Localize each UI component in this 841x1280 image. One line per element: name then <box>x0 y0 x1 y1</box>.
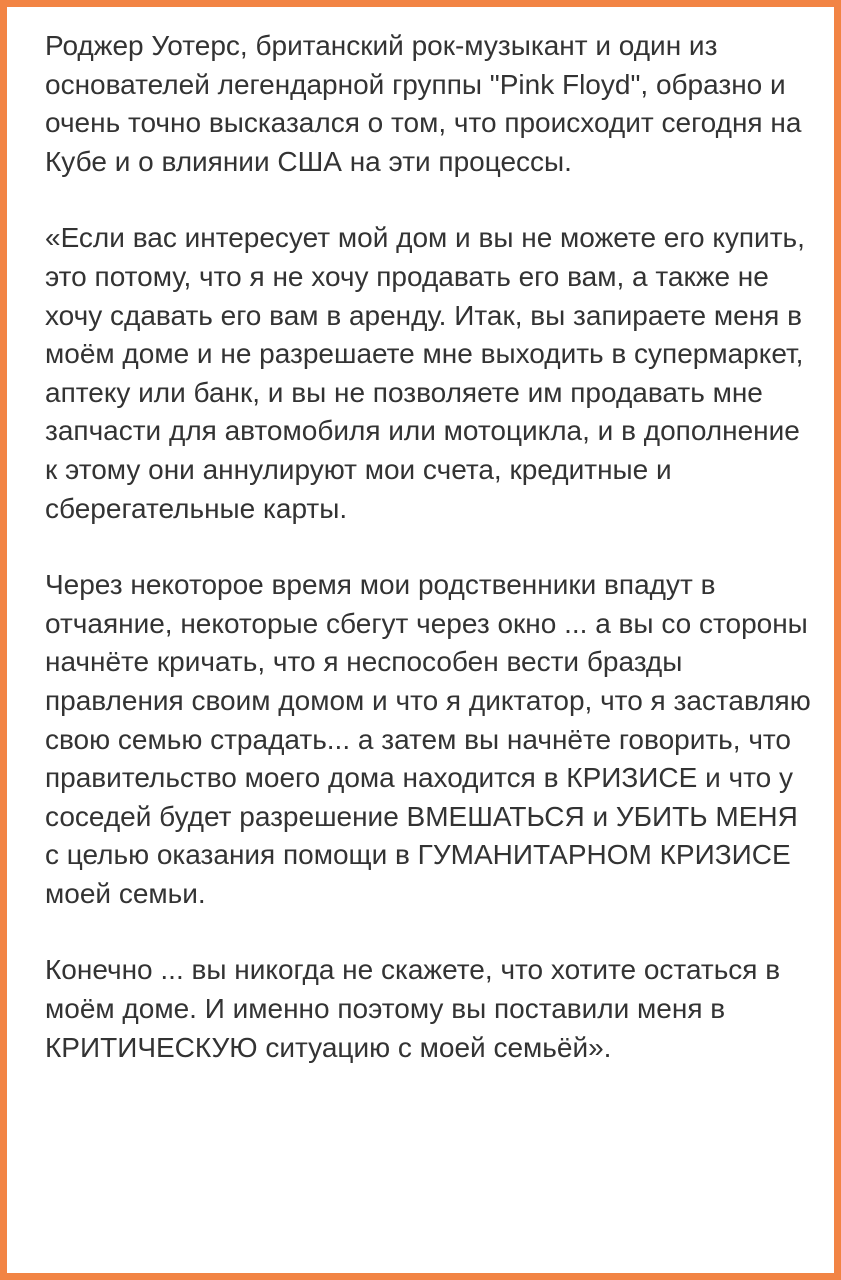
paragraph-quote-end: Конечно ... вы никогда не скажете, что хотите остаться в моём доме. И именно поэтому вы поставили меня в КРИТИЧЕСКУЮ ситуацию с моей семьёй». <box>45 954 781 1063</box>
paragraph-quote-start: «Если вас интересует мой дом и вы не можете его купить, это потому, что я не хочу продавать его вам, а также не хочу сдавать его вам в аренду. Итак, вы запираете меня в моём доме и не разрешаете мне выходить в супермаркет, аптеку или банк, и вы не позволяете им продавать мне запчасти для автомобиля или мотоцикла, и в дополнение к этому они аннулируют мои счета, кредитные и сберегательные карты. <box>45 222 805 524</box>
post-text <box>45 27 815 1105</box>
paragraph-quote-middle: Через некоторое время мои родственники впадут в отчаяние, некоторые сбегут через окно ... а вы со стороны начнёте кричать, что я неспособен вести бразды правления своим домом и что я диктатор, что я заставляю свою семью страдать... а затем вы начнёте говорить, что правительство моего дома находится в КРИЗИСЕ и что у соседей будет разрешение ВМЕШАТЬСЯ и УБИТЬ МЕНЯ с целью оказания помощи в ГУМАНИТАРНОМ КРИЗИСЕ моей семьи. <box>45 569 811 909</box>
paragraph-intro: Роджер Уотерс, британский рок-музыкант и один из основателей легендарной группы "Pink Floyd", образно и очень точно высказался о том, что происходит сегодня на Кубе и о влиянии США на эти процессы. <box>45 30 802 177</box>
